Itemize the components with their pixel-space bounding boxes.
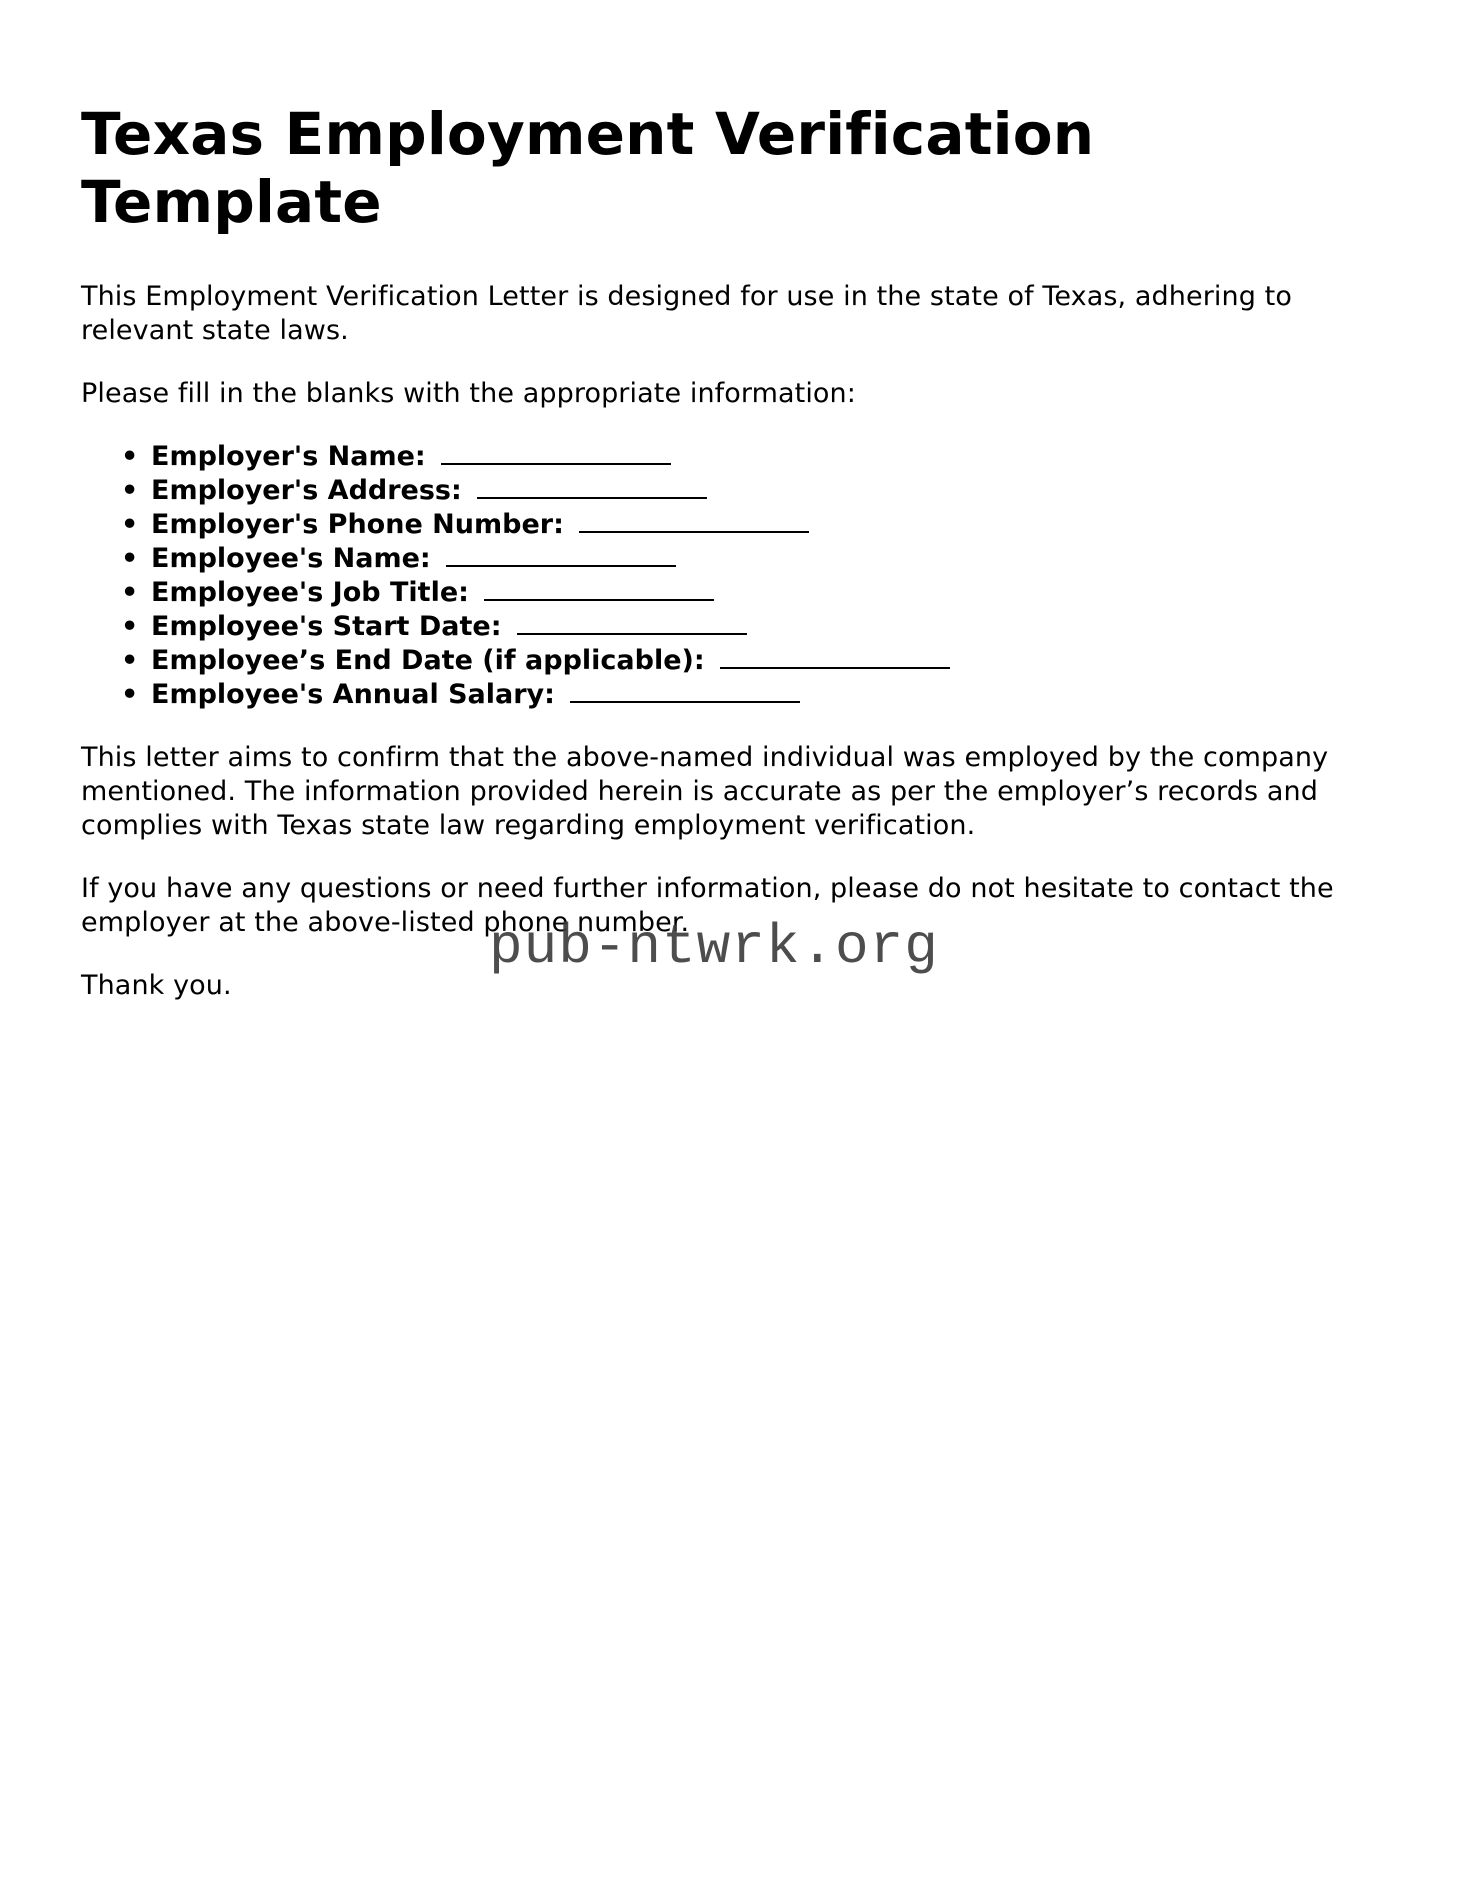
document-page bbox=[81, 100, 1381, 1032]
employer-name-blank[interactable] bbox=[441, 441, 671, 465]
document-title: Texas Employment Verification Template bbox=[81, 100, 1095, 236]
fields-list bbox=[81, 440, 1381, 712]
intro-paragraph: This Employment Verification Letter is designed for use in the state of Texas, adhering to relevant state laws. bbox=[81, 281, 1292, 346]
bullet-icon: • bbox=[121, 475, 139, 506]
field-employee-annual-salary bbox=[121, 678, 1381, 712]
field-label: Employee’s End Date (if applicable): bbox=[151, 645, 705, 676]
bullet-icon: • bbox=[121, 645, 139, 676]
employee-annual-salary-blank[interactable] bbox=[570, 679, 800, 703]
employer-address-blank[interactable] bbox=[477, 475, 707, 499]
employee-job-title-blank[interactable] bbox=[484, 577, 714, 601]
employee-end-date-blank[interactable] bbox=[720, 645, 950, 669]
field-label: Employer's Name: bbox=[151, 441, 426, 472]
field-label: Employee's Job Title: bbox=[151, 577, 469, 608]
field-employee-start-date bbox=[121, 610, 1381, 644]
field-label: Employer's Phone Number: bbox=[151, 509, 564, 540]
field-label: Employee's Start Date: bbox=[151, 611, 502, 642]
field-employer-address bbox=[121, 474, 1381, 508]
employee-name-blank[interactable] bbox=[446, 543, 676, 567]
field-employee-end-date bbox=[121, 644, 1381, 678]
field-employee-name bbox=[121, 542, 1381, 576]
field-employee-job-title bbox=[121, 576, 1381, 610]
watermark-text: pub-ntwrk.org bbox=[489, 915, 939, 979]
bullet-icon: • bbox=[121, 679, 139, 710]
field-label: Employer's Address: bbox=[151, 475, 462, 506]
bullet-icon: • bbox=[121, 611, 139, 642]
field-label: Employee's Annual Salary: bbox=[151, 679, 555, 710]
contact-paragraph: If you have any questions or need further information, please do not hesitate to contact the employer at the above-listed phone number. bbox=[81, 873, 1334, 938]
field-employer-name bbox=[121, 440, 1381, 474]
bullet-icon: • bbox=[121, 543, 139, 574]
confirmation-paragraph: This letter aims to confirm that the above-named individual was employed by the company mentioned. The information provided herein is accurate as per the employer’s records and complies with Texas state law regarding employment verification. bbox=[81, 742, 1329, 841]
closing-line: Thank you. bbox=[81, 970, 232, 1001]
employer-phone-blank[interactable] bbox=[579, 509, 809, 533]
instruction-paragraph: Please fill in the blanks with the appropriate information: bbox=[81, 378, 856, 409]
field-label: Employee's Name: bbox=[151, 543, 431, 574]
bullet-icon: • bbox=[121, 441, 139, 472]
field-employer-phone bbox=[121, 508, 1381, 542]
bullet-icon: • bbox=[121, 509, 139, 540]
employee-start-date-blank[interactable] bbox=[517, 611, 747, 635]
bullet-icon: • bbox=[121, 577, 139, 608]
